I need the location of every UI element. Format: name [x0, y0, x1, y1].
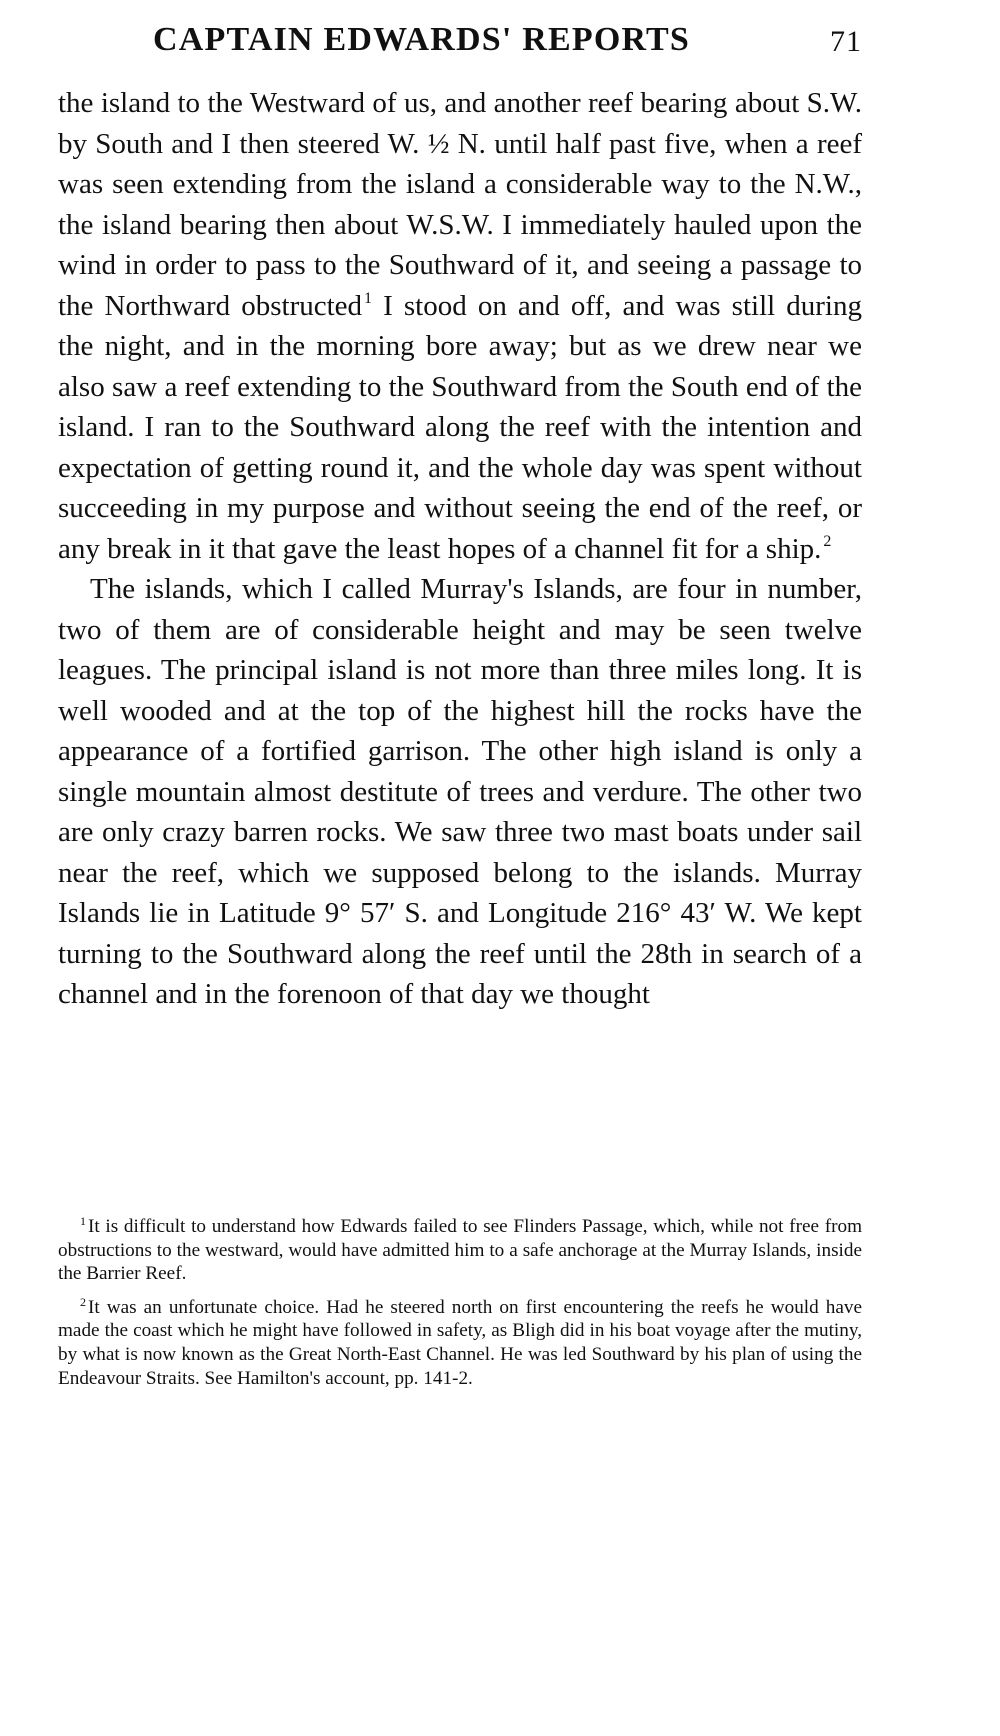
body-text	[58, 83, 862, 1015]
footnote-1	[58, 1215, 862, 1286]
paragraph-1-part-a: the island to the Westward of us, and another reef bearing about S.W. by South and I then steered W. ½ N. until half past five, when a reef was seen extending from the island a considerable way to the N.W., the island bearing then about W.S.W. I immediately hauled upon the wind in order to pass to the Southward of it, and seeing a passage to the Northward obstructed	[58, 87, 862, 322]
book-page	[58, 0, 862, 1736]
paragraph-2: The islands, which I called Murray's Islands, are four in number, two of them are of considerable height and may be seen twelve leagues. The principal island is not more than three miles long. It is well wooded and at the top of the highest hill the rocks have the appearance of a fortified garrison. The other high island is only a single mountain almost destitute of trees and verdure. The other two are only crazy barren rocks. We saw three two mast boats under sail near the reef, which we supposed belong to the islands. Murray Islands lie in Latitude 9° 57′ S. and Longitude 216° 43′ W. We kept turning to the Southward along the reef until the 28th in search of a channel and in the forenoon of that day we thought	[58, 573, 862, 1010]
footnote-ref-2: 2	[823, 532, 832, 550]
footnote-1-text: It is difficult to understand how Edwards failed to see Flinders Passage, which, while not free from obstructions to the westward, would have admitted him to a safe anchorage at the Murray Islands, inside the Barrier Reef.	[58, 1216, 862, 1285]
footnotes	[58, 1215, 862, 1400]
page-number: 71	[830, 25, 862, 58]
footnote-1-mark: 1	[80, 1214, 86, 1228]
paragraph-1-part-b: I stood on and off, and was still during the night, and in the morning bore away; but as we drew near we also saw a reef extending to the Southward from the South end of the island. I ran to the Southward along the reef with the intention and expectation of getting round it, and the whole day was spent without succeeding in my purpose and without seeing the end of the reef, or any break in it that gave the least hopes of a channel fit for a ship.	[58, 289, 862, 565]
footnote-2	[58, 1296, 862, 1390]
footnote-ref-1: 1	[364, 289, 373, 307]
footnote-2-mark: 2	[80, 1294, 86, 1309]
running-head	[58, 18, 862, 62]
paragraph-1	[58, 83, 862, 569]
running-title: CAPTAIN EDWARDS' REPORTS	[153, 21, 691, 58]
footnote-2-text: It was an unfortunate choice. Had he steered north on first encountering the reefs he would have made the coast which he might have followed in safety, as Bligh did in his boat voyage after the mutiny, by what is now known as the Great North-East Channel. He was led Southward by his plan of using the Endeavour Straits. See Hamilton's account, pp. 141-2.	[58, 1296, 862, 1389]
